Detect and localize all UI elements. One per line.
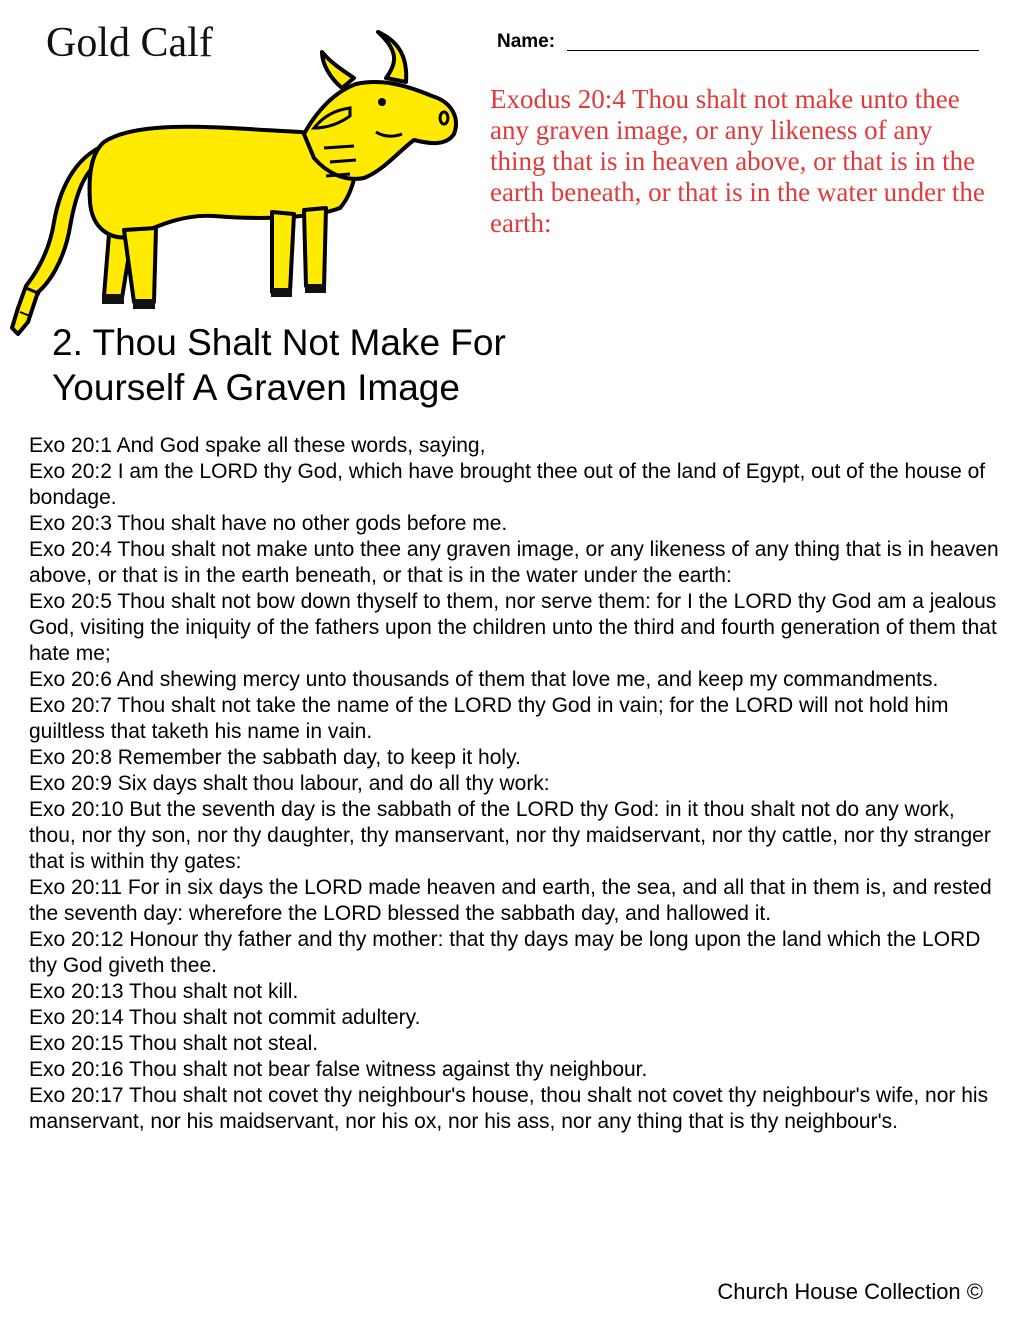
verse-line: Exo 20:17 Thou shalt not covet thy neighbour's house, thou shalt not covet thy neighbour's wife, nor his manservant, nor his maidservant, nor his ox, nor his ass, nor any thing that is thy neighbour's. bbox=[29, 1084, 989, 1133]
name-label: Name: bbox=[497, 31, 556, 52]
verse-line: Exo 20:2 I am the LORD thy God, which have brought thee out of the land of Egypt, out of the house of bondage. bbox=[29, 460, 986, 509]
heading-line-1: 2. Thou Shalt Not Make For bbox=[52, 322, 506, 363]
gold-calf-illustration bbox=[4, 22, 464, 342]
commandment-heading bbox=[52, 320, 612, 410]
copyright-footer: Church House Collection © bbox=[717, 1279, 983, 1304]
verse-line: Exo 20:6 And shewing mercy unto thousands of them that love me, and keep my commandments. bbox=[29, 668, 939, 691]
verse-line: Exo 20:7 Thou shalt not take the name of the LORD thy God in vain; for the LORD will not hold him guiltless that taketh his name in vain. bbox=[29, 694, 949, 743]
worksheet-title: Gold Calf bbox=[46, 20, 213, 66]
name-writing-line bbox=[567, 50, 979, 51]
verse-line: Exo 20:5 Thou shalt not bow down thyself to them, nor serve them: for I the LORD thy God am a jealous God, visiting the iniquity of the fathers upon the children unto the third and fourth generation of them that hate me; bbox=[29, 590, 997, 665]
verse-line: Exo 20:11 For in six days the LORD made heaven and earth, the sea, and all that in them is, and rested the seventh day: wherefore the LORD blessed the sabbath day, and hallowed it. bbox=[29, 876, 992, 925]
verse-line: Exo 20:10 But the seventh day is the sabbath of the LORD thy God: in it thou shalt not do any work, thou, nor thy son, nor thy daughter, thy manservant, nor thy maidservant, nor thy cattle, nor thy stranger that is within thy gates: bbox=[29, 798, 991, 873]
verse-line: Exo 20:3 Thou shalt have no other gods before me. bbox=[29, 512, 508, 535]
featured-verse: Exodus 20:4 Thou shalt not make unto thee any graven image, or any likeness of any thing that is in heaven above, or that is in the earth beneath, or that is in the water under the earth: bbox=[490, 84, 985, 238]
verse-line: Exo 20:16 Thou shalt not bear false witness against thy neighbour. bbox=[29, 1058, 648, 1081]
verse-line: Exo 20:8 Remember the sabbath day, to keep it holy. bbox=[29, 746, 521, 769]
verse-line: Exo 20:13 Thou shalt not kill. bbox=[29, 980, 299, 1003]
name-field-row bbox=[497, 30, 979, 56]
verse-line: Exo 20:1 And God spake all these words, saying, bbox=[29, 434, 486, 457]
heading-line-2: Yourself A Graven Image bbox=[52, 367, 460, 408]
scripture-passage bbox=[29, 433, 1004, 1135]
verse-line: Exo 20:15 Thou shalt not steal. bbox=[29, 1032, 319, 1055]
verse-line: Exo 20:12 Honour thy father and thy mother: that thy days may be long upon the land which the LORD thy God giveth thee. bbox=[29, 928, 981, 977]
verse-line: Exo 20:14 Thou shalt not commit adultery. bbox=[29, 1006, 421, 1029]
verse-line: Exo 20:9 Six days shalt thou labour, and do all thy work: bbox=[29, 772, 550, 795]
verse-line: Exo 20:4 Thou shalt not make unto thee any graven image, or any likeness of any thing that is in heaven above, or that is in the earth beneath, or that is in the water under the earth: bbox=[29, 538, 999, 587]
